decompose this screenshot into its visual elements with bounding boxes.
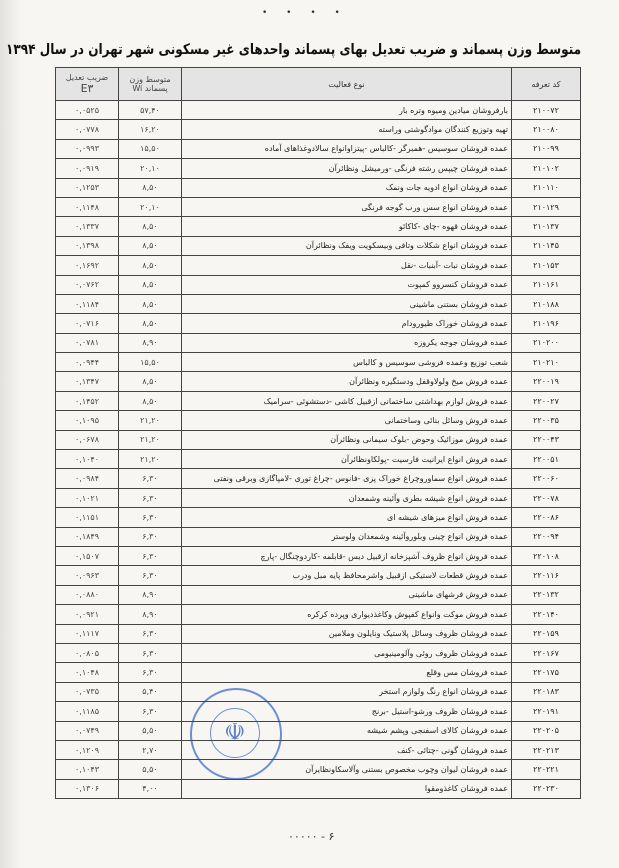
activity-type: عمده فروشان انواع سس ورب گوجه فرنگی bbox=[182, 197, 512, 216]
tariff-code: ۲۱۰۱۳۷ bbox=[512, 217, 581, 236]
table-row bbox=[56, 353, 581, 372]
average-weight: ۲۰,۱۰ bbox=[119, 159, 182, 178]
activity-type: عمده فروش موزائیک وحوض -بلوک سیمانی ونظائرآن bbox=[182, 430, 512, 449]
activity-type: عمده فروشان انواع شکلات وتافی وبیسکویت ویفک ونظائرآن bbox=[182, 236, 512, 255]
tariff-code: ۲۲۰۱۷۵ bbox=[512, 663, 581, 682]
activity-type: عمده فروشان ظروف روئی وآلومینیومی bbox=[182, 643, 512, 662]
adjustment-coefficient: ۰,۰۹۸۴ bbox=[56, 469, 119, 488]
tariff-code: ۲۲۰۲۰۵ bbox=[512, 721, 581, 740]
average-weight: ۱۶,۲۰ bbox=[119, 120, 182, 139]
scan-edge-shadow bbox=[0, 0, 22, 868]
activity-type: عمده فروشان کنسروو کمپوت bbox=[182, 275, 512, 294]
tariff-code: ۲۲۰۲۱۳ bbox=[512, 740, 581, 759]
adjustment-coefficient: ۰,۱۳۴۷ bbox=[56, 372, 119, 391]
activity-type: عمده فروش موکت وانواع کفپوش وکاغذدیواری وپرده کرکره bbox=[182, 605, 512, 624]
activity-type: عمده فروش وسائل بنائی وساختمانی bbox=[182, 411, 512, 430]
adjustment-coefficient: ۰,۱۱۸۴ bbox=[56, 294, 119, 313]
tariff-code: ۲۲۰۱۳۲ bbox=[512, 585, 581, 604]
average-weight: ۸,۹۰ bbox=[119, 605, 182, 624]
adjustment-coefficient: ۰,۱۰۴۸ bbox=[56, 663, 119, 682]
header-code: کد تعرفه bbox=[512, 68, 581, 101]
average-weight: ۱۵,۵۰ bbox=[119, 353, 182, 372]
table-row bbox=[56, 702, 581, 721]
tariff-code: ۲۲۰۰۳۵ bbox=[512, 411, 581, 430]
table-row bbox=[56, 256, 581, 275]
tariff-code: ۲۲۰۰۷۸ bbox=[512, 488, 581, 507]
table-row bbox=[56, 275, 581, 294]
table-row bbox=[56, 682, 581, 701]
average-weight: ۸,۵۰ bbox=[119, 256, 182, 275]
average-weight: ۵,۵۰ bbox=[119, 721, 182, 740]
activity-type: عمده فروشان سوسیس -همبرگر -کالباس -پیتزاوانواع سالادوغذاهای آماده bbox=[182, 139, 512, 158]
adjustment-coefficient: ۰,۱۳۳۷ bbox=[56, 217, 119, 236]
average-weight: ۲۱,۲۰ bbox=[119, 430, 182, 449]
tariff-code: ۲۱۰۱۸۸ bbox=[512, 294, 581, 313]
tariff-code: ۲۲۰۱۵۹ bbox=[512, 624, 581, 643]
average-weight: ۵۷,۴۰ bbox=[119, 101, 182, 120]
tariff-code: ۲۲۰۰۶۰ bbox=[512, 469, 581, 488]
tariff-code: ۲۲۰۰۵۱ bbox=[512, 450, 581, 469]
average-weight: ۸,۵۰ bbox=[119, 314, 182, 333]
tariff-code: ۲۲۰۲۳۰ bbox=[512, 779, 581, 798]
tariff-code: ۲۲۰۰۴۳ bbox=[512, 430, 581, 449]
tariff-code: ۲۲۰۱۹۱ bbox=[512, 702, 581, 721]
tariff-code: ۲۲۰۰۹۴ bbox=[512, 527, 581, 546]
activity-type: عمده فروشان انواع ادویه جات ونمک bbox=[182, 178, 512, 197]
activity-type: عمده فروشان کالای اسفنجی وپشم شیشه bbox=[182, 721, 512, 740]
average-weight: ۵,۴۰ bbox=[119, 682, 182, 701]
tariff-code: ۲۲۰۱۶۷ bbox=[512, 643, 581, 662]
adjustment-coefficient: ۰,۰۷۸۱ bbox=[56, 333, 119, 352]
page-number: ۶ - ۰۰۰۰۰ bbox=[288, 830, 335, 843]
activity-type: عمده فروشان کاغذومقوا bbox=[182, 779, 512, 798]
average-weight: ۵,۵۰ bbox=[119, 760, 182, 779]
adjustment-coefficient: ۰,۰۷۶۲ bbox=[56, 275, 119, 294]
table-body bbox=[56, 101, 581, 799]
table-row bbox=[56, 624, 581, 643]
table-row bbox=[56, 663, 581, 682]
adjustment-coefficient: ۰,۰۷۱۶ bbox=[56, 314, 119, 333]
tariff-code: ۲۱۰۰۹۹ bbox=[512, 139, 581, 158]
average-weight: ۸,۵۰ bbox=[119, 236, 182, 255]
adjustment-coefficient: ۰,۱۱۴۸ bbox=[56, 197, 119, 216]
adjustment-coefficient: ۰,۱۱۸۵ bbox=[56, 702, 119, 721]
header-activity: نوع فعالیت bbox=[182, 68, 512, 101]
tariff-table bbox=[55, 67, 581, 799]
activity-type: عمده فروش انواع سماوروچراغ خوراک پزی -فانوس -چراغ توری -لامپاگازی وبرقی ونفتی bbox=[182, 469, 512, 488]
table-row bbox=[56, 760, 581, 779]
tariff-code: ۲۲۰۱۸۳ bbox=[512, 682, 581, 701]
adjustment-coefficient: ۰,۱۲۰۹ bbox=[56, 740, 119, 759]
tariff-code: ۲۱۰۱۰۲ bbox=[512, 159, 581, 178]
average-weight: ۸,۵۰ bbox=[119, 294, 182, 313]
average-weight: ۶,۳۰ bbox=[119, 527, 182, 546]
tariff-code: ۲۱۰۰۸۰ bbox=[512, 120, 581, 139]
adjustment-coefficient: ۰,۱۰۲۱ bbox=[56, 488, 119, 507]
average-weight: ۸,۵۰ bbox=[119, 372, 182, 391]
average-weight: ۴,۰۰ bbox=[119, 779, 182, 798]
activity-type: عمده فروش قطعات لاستیکی ازقبیل واشرمحافظ پایه مبل ودرب bbox=[182, 566, 512, 585]
tariff-code: ۲۱۰۱۴۵ bbox=[512, 236, 581, 255]
header-coef-line1: ضریب تعدیل bbox=[65, 73, 109, 82]
table-row bbox=[56, 508, 581, 527]
document-title: متوسط وزن پسماند و ضریب تعدیل بهای پسماند واحدهای غیر مسکونی شهر تهران در سال ۱۳۹۴ bbox=[5, 42, 582, 58]
average-weight: ۸,۵۰ bbox=[119, 391, 182, 410]
tariff-code: ۲۱۰۱۹۶ bbox=[512, 314, 581, 333]
activity-type: عمده فروشان ظروف ورشو-استیل -برنج bbox=[182, 702, 512, 721]
activity-type: عمده فروش میخ ولولاوقفل ودستگیره ونظائرآن bbox=[182, 372, 512, 391]
average-weight: ۸,۹۰ bbox=[119, 333, 182, 352]
table-row bbox=[56, 585, 581, 604]
activity-type: تهیه وتوزیع کنندگان موادگوشتی وراسته bbox=[182, 120, 512, 139]
activity-type: عمده فروشان چیپس رشته فرنگی -ورمیشل ونظائرآن bbox=[182, 159, 512, 178]
tariff-code: ۲۲۰۲۲۱ bbox=[512, 760, 581, 779]
adjustment-coefficient: ۰,۰۹۱۹ bbox=[56, 159, 119, 178]
activity-type: عمده فروش انواع میزهای شیشه ای bbox=[182, 508, 512, 527]
header-weight-line1: متوسط وزن bbox=[129, 75, 171, 84]
tariff-code: ۲۱۰۲۰۰ bbox=[512, 333, 581, 352]
average-weight: ۸,۵۰ bbox=[119, 217, 182, 236]
average-weight: ۲۱,۲۰ bbox=[119, 450, 182, 469]
table-row bbox=[56, 159, 581, 178]
tariff-code: ۲۲۰۰۲۷ bbox=[512, 391, 581, 410]
header-weight bbox=[119, 68, 182, 101]
table-row bbox=[56, 120, 581, 139]
adjustment-coefficient: ۰,۱۳۹۸ bbox=[56, 236, 119, 255]
adjustment-coefficient: ۰,۱۸۴۹ bbox=[56, 527, 119, 546]
header-coef-line2: E۳ bbox=[80, 82, 94, 95]
activity-type: بارفروشان میادین ومیوه وتره بار bbox=[182, 101, 512, 120]
adjustment-coefficient: ۰,۰۷۷۸ bbox=[56, 120, 119, 139]
adjustment-coefficient: ۰,۰۸۸۰ bbox=[56, 585, 119, 604]
table-row bbox=[56, 488, 581, 507]
table-row bbox=[56, 178, 581, 197]
activity-type: عمده فروشان قهوه -چای -کاکائو bbox=[182, 217, 512, 236]
table-row bbox=[56, 294, 581, 313]
table-row bbox=[56, 314, 581, 333]
activity-type: عمده فروشان انواع رنگ ولوازم استخر bbox=[182, 682, 512, 701]
table-row bbox=[56, 566, 581, 585]
adjustment-coefficient: ۰,۰۵۲۵ bbox=[56, 101, 119, 120]
average-weight: ۶,۳۰ bbox=[119, 488, 182, 507]
average-weight: ۶,۳۰ bbox=[119, 643, 182, 662]
tariff-code: ۲۲۰۰۱۹ bbox=[512, 372, 581, 391]
activity-type: عمده فروشان گونی -چتائی -کنف bbox=[182, 740, 512, 759]
tariff-code: ۲۲۰۱۴۰ bbox=[512, 605, 581, 624]
adjustment-coefficient: ۰,۱۰۴۰ bbox=[56, 450, 119, 469]
table-row bbox=[56, 721, 581, 740]
average-weight: ۸,۹۰ bbox=[119, 585, 182, 604]
table-row bbox=[56, 217, 581, 236]
average-weight: ۶,۳۰ bbox=[119, 566, 182, 585]
table-row bbox=[56, 333, 581, 352]
activity-type: عمده فروش انواع ظروف آشپزخانه ازقبیل دیس -قابلمه -کاردوچنگال -پارچ bbox=[182, 546, 512, 565]
table-row bbox=[56, 779, 581, 798]
activity-type: عمده فروش انواع ایرانیت فارسیت -پولکاونظائرآن bbox=[182, 450, 512, 469]
table-header-row bbox=[56, 68, 581, 101]
adjustment-coefficient: ۰,۱۴۵۲ bbox=[56, 391, 119, 410]
adjustment-coefficient: ۰,۰۷۳۵ bbox=[56, 682, 119, 701]
activity-type: عمده فروش فرشهای ماشینی bbox=[182, 585, 512, 604]
adjustment-coefficient: ۰,۰۷۴۹ bbox=[56, 721, 119, 740]
activity-type: عمده فروشان لیوان وچوب مخصوص بستنی وآلاسکاونظایرآن bbox=[182, 760, 512, 779]
adjustment-coefficient: ۰,۱۱۱۷ bbox=[56, 624, 119, 643]
table-row bbox=[56, 469, 581, 488]
table-row bbox=[56, 450, 581, 469]
activity-type: عمده فروشان مس وقلع bbox=[182, 663, 512, 682]
adjustment-coefficient: ۰,۰۹۹۳ bbox=[56, 139, 119, 158]
table-row bbox=[56, 430, 581, 449]
table-row bbox=[56, 740, 581, 759]
activity-type: عمده فروشان بستنی ماشینی bbox=[182, 294, 512, 313]
activity-type: شعب توزیع وعمده فروشی سوسیس و کالباس bbox=[182, 353, 512, 372]
average-weight: ۶,۳۰ bbox=[119, 702, 182, 721]
adjustment-coefficient: ۰,۰۹۶۳ bbox=[56, 566, 119, 585]
average-weight: ۲۰,۱۰ bbox=[119, 197, 182, 216]
average-weight: ۸,۵۰ bbox=[119, 275, 182, 294]
header-coef bbox=[56, 68, 119, 101]
tariff-code: ۲۲۰۰۸۶ bbox=[512, 508, 581, 527]
activity-type: عمده فروشان جوجه یکروزه bbox=[182, 333, 512, 352]
tariff-code: ۲۱۰۱۵۳ bbox=[512, 256, 581, 275]
average-weight: ۸,۵۰ bbox=[119, 178, 182, 197]
tariff-code: ۲۱۰۱۲۹ bbox=[512, 197, 581, 216]
table-row bbox=[56, 236, 581, 255]
adjustment-coefficient: ۰,۰۸۰۵ bbox=[56, 643, 119, 662]
average-weight: ۲۱,۲۰ bbox=[119, 411, 182, 430]
table-row bbox=[56, 605, 581, 624]
average-weight: ۲,۷۰ bbox=[119, 740, 182, 759]
tariff-code: ۲۱۰۰۷۲ bbox=[512, 101, 581, 120]
average-weight: ۶,۳۰ bbox=[119, 508, 182, 527]
activity-type: عمده فروش انواع شیشه بطری وآئینه وشمعدان bbox=[182, 488, 512, 507]
tariff-code: ۲۱۰۱۶۱ bbox=[512, 275, 581, 294]
table-row bbox=[56, 139, 581, 158]
table-row bbox=[56, 391, 581, 410]
tariff-code: ۲۲۰۱۰۸ bbox=[512, 546, 581, 565]
header-weight-line2: پسماند Wi bbox=[132, 84, 168, 93]
adjustment-coefficient: ۰,۱۱۵۱ bbox=[56, 508, 119, 527]
adjustment-coefficient: ۰,۱۰۴۳ bbox=[56, 760, 119, 779]
adjustment-coefficient: ۰,۰۶۷۸ bbox=[56, 430, 119, 449]
adjustment-coefficient: ۰,۰۹۲۱ bbox=[56, 605, 119, 624]
tariff-code: ۲۲۰۱۱۶ bbox=[512, 566, 581, 585]
average-weight: ۶,۳۰ bbox=[119, 663, 182, 682]
activity-type: عمده فروشان نبات -آبنبات -نقل bbox=[182, 256, 512, 275]
average-weight: ۶,۳۰ bbox=[119, 469, 182, 488]
emblem-icon: ☫ bbox=[224, 718, 246, 746]
adjustment-coefficient: ۰,۱۲۵۳ bbox=[56, 178, 119, 197]
adjustment-coefficient: ۰,۱۳۰۶ bbox=[56, 779, 119, 798]
table-row bbox=[56, 372, 581, 391]
activity-type: عمده فروش لوازم بهداشتی ساختمانی ازقبیل کاشی -دستشوئی -سرامیک bbox=[182, 391, 512, 410]
table-row bbox=[56, 411, 581, 430]
average-weight: ۶,۳۰ bbox=[119, 546, 182, 565]
adjustment-coefficient: ۰,۱۵۰۷ bbox=[56, 546, 119, 565]
tariff-code: ۲۱۰۲۱۰ bbox=[512, 353, 581, 372]
table-row bbox=[56, 527, 581, 546]
tariff-code: ۲۱۰۱۱۰ bbox=[512, 178, 581, 197]
adjustment-coefficient: ۰,۰۹۴۴ bbox=[56, 353, 119, 372]
adjustment-coefficient: ۰,۱۰۹۵ bbox=[56, 411, 119, 430]
table-row bbox=[56, 643, 581, 662]
activity-type: عمده فروش انواع چینی وبلوروآئینه وشمعدان ولوستر bbox=[182, 527, 512, 546]
activity-type: عمده فروشان ظروف وسائل پلاستیک ونایلون وملامین bbox=[182, 624, 512, 643]
adjustment-coefficient: ۰,۱۶۹۲ bbox=[56, 256, 119, 275]
top-marks: • • • • bbox=[262, 8, 348, 18]
table-row bbox=[56, 197, 581, 216]
average-weight: ۶,۳۰ bbox=[119, 624, 182, 643]
table-row bbox=[56, 101, 581, 120]
activity-type: عمده فروشان خوراک طیورودام bbox=[182, 314, 512, 333]
table-row bbox=[56, 546, 581, 565]
average-weight: ۱۵,۵۰ bbox=[119, 139, 182, 158]
